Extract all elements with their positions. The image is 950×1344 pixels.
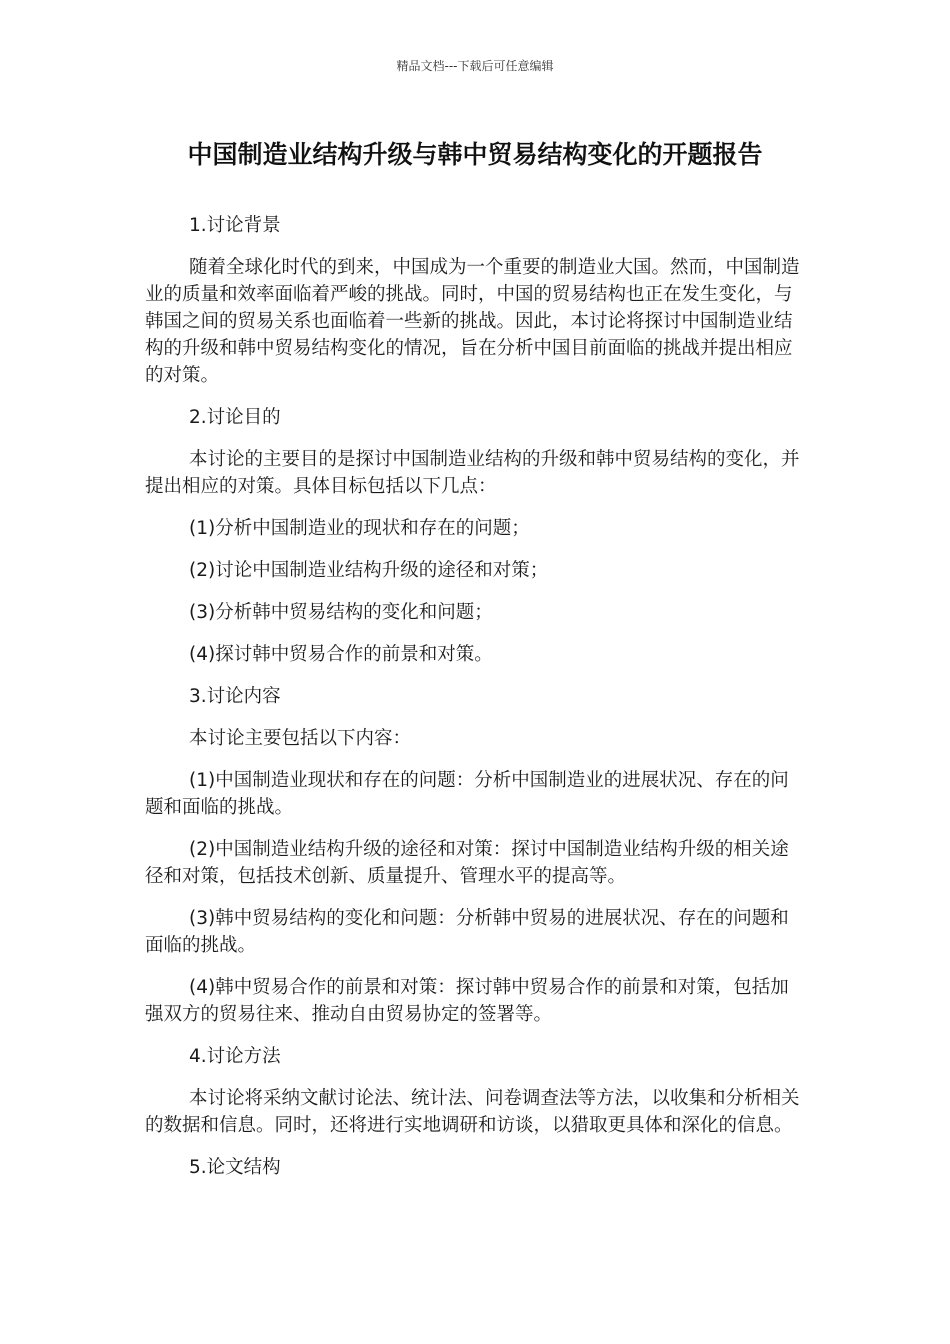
section-heading-method: 4.讨论方法 — [189, 1046, 281, 1067]
purpose-item-2: (2)讨论中国制造业结构升级的途径和对策； — [189, 560, 549, 581]
purpose-item-3: (3)分析韩中贸易结构的变化和问题； — [189, 602, 493, 623]
purpose-item-1: (1)分析中国制造业的现状和存在的问题； — [189, 518, 530, 539]
header-note: 精品文档---下载后可任意编辑 — [396, 59, 554, 73]
paragraph-purpose: 本讨论的主要目的是探讨中国制造业结构的升级和韩中贸易结构的变化，并提出相应的对策。具体目标包括以下几点： — [145, 449, 800, 497]
document-body — [145, 212, 805, 1196]
section-heading-content: 3.讨论内容 — [189, 686, 281, 707]
content-item-2: (2)中国制造业结构升级的途径和对策：探讨中国制造业结构升级的相关途径和对策，包括技术创新、质量提升、管理水平的提高等。 — [145, 839, 789, 887]
paragraph-background: 随着全球化时代的到来，中国成为一个重要的制造业大国。然而，中国制造业的质量和效率面临着严峻的挑战。同时，中国的贸易结构也正在发生变化，与韩国之间的贸易关系也面临着一些新的挑战。因此，本讨论将探讨中国制造业结构的升级和韩中贸易结构变化的情况，旨在分析中国目前面临的挑战并提出相应的对策。 — [145, 257, 800, 386]
paragraph-method: 本讨论将采纳文献讨论法、统计法、问卷调查法等方法，以收集和分析相关的数据和信息。同时，还将进行实地调研和访谈，以猎取更具体和深化的信息。 — [145, 1088, 800, 1136]
content-item-1: (1)中国制造业现状和存在的问题：分析中国制造业的进展状况、存在的问题和面临的挑战。 — [145, 770, 789, 818]
content-item-3: (3)韩中贸易结构的变化和问题：分析韩中贸易的进展状况、存在的问题和面临的挑战。 — [145, 908, 789, 956]
document-title: 中国制造业结构升级与韩中贸易结构变化的开题报告 — [187, 140, 763, 169]
paragraph-content-intro: 本讨论主要包括以下内容： — [189, 728, 412, 749]
section-heading-purpose: 2.讨论目的 — [189, 407, 281, 428]
section-heading-background: 1.讨论背景 — [189, 215, 281, 236]
content-item-4: (4)韩中贸易合作的前景和对策：探讨韩中贸易合作的前景和对策，包括加强双方的贸易往来、推动自由贸易协定的签署等。 — [145, 977, 789, 1025]
section-heading-structure: 5.论文结构 — [189, 1157, 281, 1178]
purpose-item-4: (4)探讨韩中贸易合作的前景和对策。 — [189, 644, 493, 665]
